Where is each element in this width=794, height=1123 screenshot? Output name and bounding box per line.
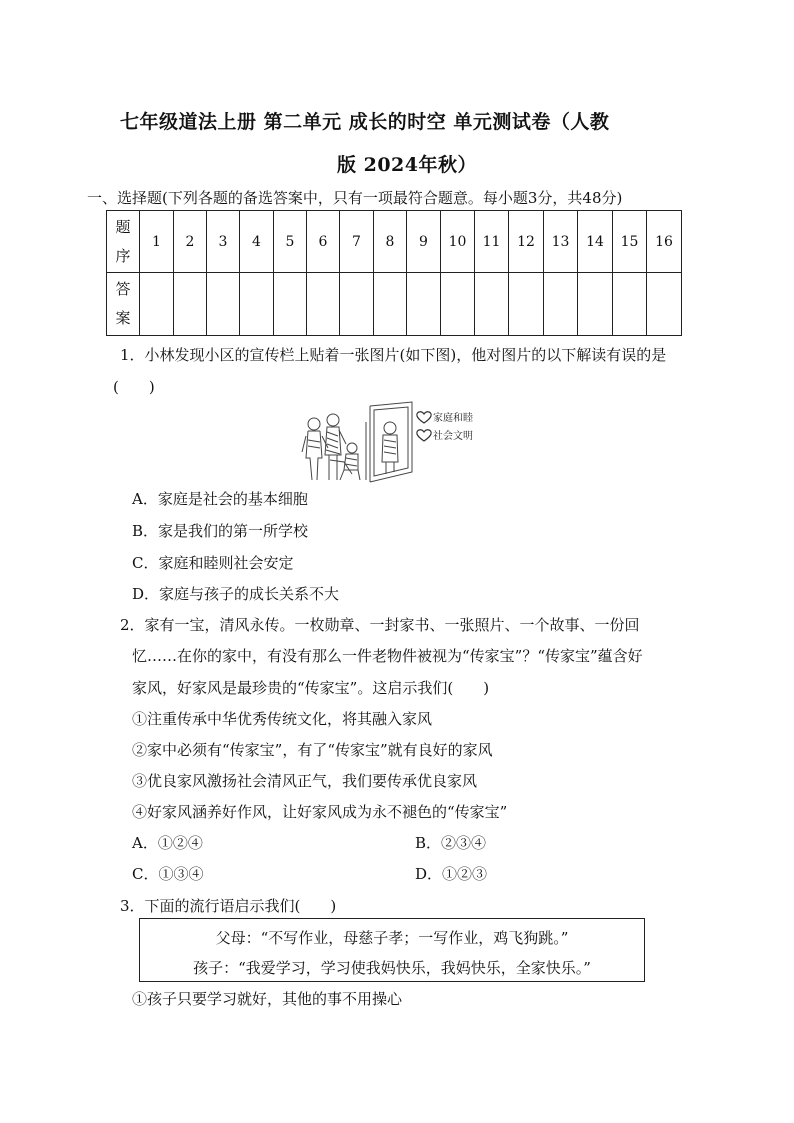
q2-stem-line-3: 家风，好家风是最珍贵的“传家宝”。这启示我们( ) [132, 679, 490, 697]
paper-title-line-2: 版 2024年秋） [337, 154, 477, 176]
answer-cell[interactable] [340, 273, 374, 336]
q1-option-d[interactable]: D．家庭与孩子的成长关系不大 [132, 585, 340, 603]
answer-cell[interactable] [407, 273, 441, 336]
question-number-cell: 16 [647, 211, 682, 273]
section-heading: 一、选择题(下列各题的备选答案中，只有一项最符合题意。每小题3分，共48分) [87, 189, 623, 207]
q2-option-d[interactable]: D．①②③ [415, 865, 488, 883]
question-number-cell: 2 [174, 211, 207, 273]
q2-statement-1: ①注重传承中华优秀传统文化，将其融入家风 [132, 710, 433, 728]
question-number-cell: 15 [613, 211, 647, 273]
question-number-cell: 9 [407, 211, 441, 273]
question-number-cell: 11 [475, 211, 509, 273]
row-header-char: 答 [115, 280, 131, 298]
answer-cell[interactable] [374, 273, 407, 336]
table-row-answer [107, 273, 682, 336]
answer-cell[interactable] [509, 273, 544, 336]
question-number-cell: 14 [578, 211, 613, 273]
family-illustration-svg [300, 400, 500, 484]
q1-option-c[interactable]: C．家庭和睦则社会安定 [132, 554, 294, 572]
answer-table [106, 210, 682, 336]
question-number-cell: 10 [441, 211, 475, 273]
question-number-cell: 1 [140, 211, 174, 273]
answer-cell[interactable] [578, 273, 613, 336]
poster-label-social-civility: 社会文明 [433, 431, 473, 442]
answer-cell[interactable] [475, 273, 509, 336]
q2-option-a[interactable]: A．①②④ [132, 834, 203, 852]
q3-quote-box [139, 918, 645, 982]
answer-cell[interactable] [647, 273, 682, 336]
table-row-number [107, 211, 682, 273]
answer-cell[interactable] [307, 273, 340, 336]
answer-cell[interactable] [613, 273, 647, 336]
answer-cell[interactable] [544, 273, 578, 336]
answer-cell[interactable] [240, 273, 274, 336]
q1-answer-paren: ( ) [113, 378, 155, 396]
question-number-cell: 3 [207, 211, 240, 273]
q2-option-c[interactable]: C．①③④ [132, 865, 204, 883]
question-number-cell: 12 [509, 211, 544, 273]
q2-statement-4: ④好家风涵养好作风，让好家风成为永不褪色的“传家宝” [132, 803, 508, 821]
question-number-cell: 8 [374, 211, 407, 273]
question-number-cell: 4 [240, 211, 274, 273]
q2-statement-2: ②家中必须有“传家宝”，有了“传家宝”就有良好的家风 [132, 741, 493, 759]
question-number-cell: 6 [307, 211, 340, 273]
q2-stem-line-1: 2．家有一宝，清风永传。一枚勋章、一封家书、一张照片、一个故事、一份回 [120, 616, 640, 634]
q1-option-a[interactable]: A．家庭是社会的基本细胞 [132, 490, 308, 508]
answer-cell[interactable] [441, 273, 475, 336]
q1-option-b[interactable]: B．家是我们的第一所学校 [132, 522, 309, 540]
question-number-cell: 13 [544, 211, 578, 273]
q2-stem-line-2: 忆……在你的家中，有没有那么一件老物件被视为“传家宝”？“传家宝”蕴含好 [132, 647, 643, 665]
answer-cell[interactable] [140, 273, 174, 336]
poster-label-family-harmony: 家庭和睦 [433, 413, 473, 424]
answer-cell[interactable] [274, 273, 307, 336]
question-number-cell: 5 [274, 211, 307, 273]
paper-title-line-1: 七年级道法上册 第二单元 成长的时空 单元测试卷（人教 [120, 111, 610, 133]
q1-stem: 1．小林发现小区的宣传栏上贴着一张图片(如下图)，他对图片的以下解读有误的是 [120, 346, 667, 364]
family-poster-illustration [300, 400, 500, 484]
answer-cell[interactable] [207, 273, 240, 336]
q2-option-b[interactable]: B．②③④ [415, 834, 487, 852]
row-header-char: 题 [115, 217, 131, 236]
row-header-answer [107, 273, 140, 336]
answer-cell[interactable] [174, 273, 207, 336]
q3-stem: 3．下面的流行语启示我们( ) [120, 897, 337, 915]
row-header-char: 序 [115, 246, 131, 265]
heart-icon [417, 430, 431, 441]
q3-quote-child: 孩子：“我爱学习，学习使我妈快乐，我妈快乐，全家快乐。” [193, 959, 591, 977]
row-header-char: 案 [115, 309, 131, 327]
question-number-cell: 7 [340, 211, 374, 273]
row-header-number [107, 211, 140, 273]
q2-statement-3: ③优良家风激扬社会清风正气，我们要传承优良家风 [132, 772, 478, 790]
q3-statement-1: ①孩子只要学习就好，其他的事不用操心 [132, 990, 403, 1008]
heart-icon [417, 412, 431, 423]
q3-quote-parents: 父母：“不写作业，母慈子孝；一写作业，鸡飞狗跳。” [215, 929, 569, 947]
